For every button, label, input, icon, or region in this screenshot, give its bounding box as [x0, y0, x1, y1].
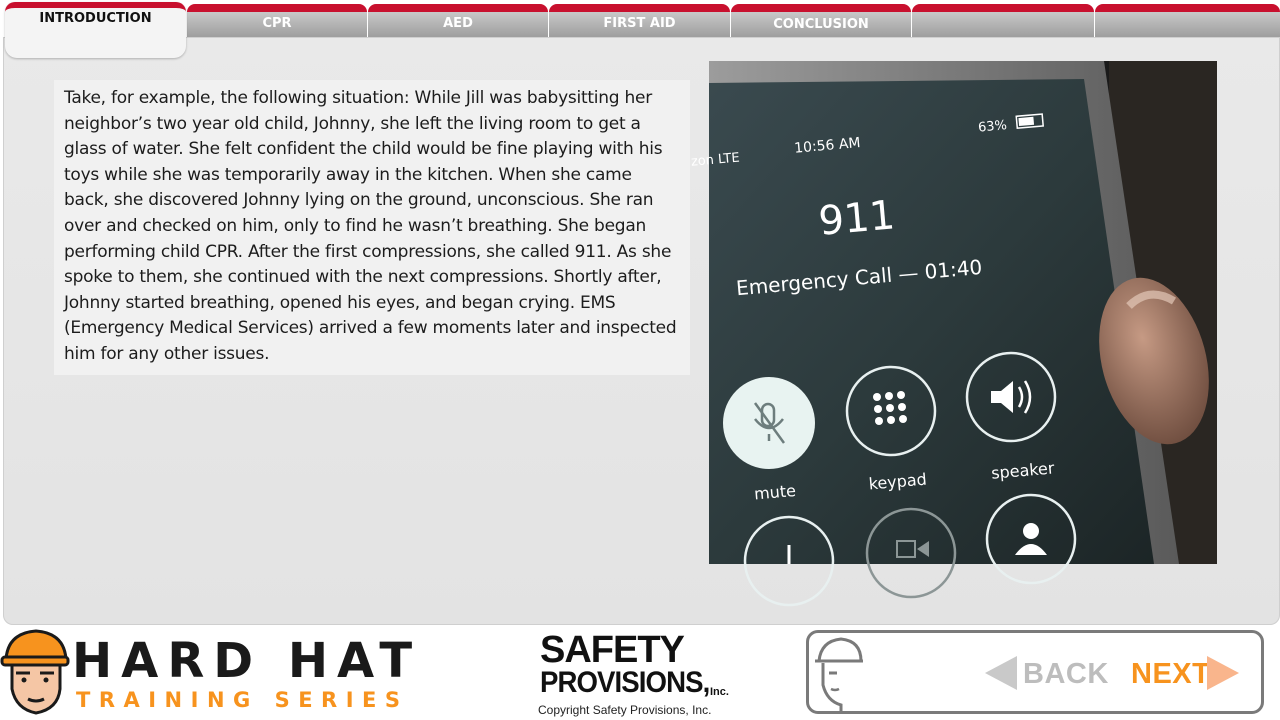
- phone-call-photo: [690, 61, 1217, 564]
- scenario-paragraph: Take, for example, the following situation: While Jill was babysitting her neighbor’s two year old child, Johnny, she left the living room to get a glass of water. She felt confident the child would be fine playing with his toys while she was temporarily away in the kitchen. When she came back, she discovered Johnny lying on the ground, unconscious. She ran over and checked on him, only to find he wasn’t breathing. She began performing child CPR. After the first compressions, she called 911. As she spoke to them, she continued with the next compressions. Shortly after, Johnny started breathing, opened his eyes, and began crying. EMS (Emergency Medical Services) arrived a few moments later and inspected him for any other issues.: [64, 88, 677, 364]
- tab-bar: [0, 0, 1280, 40]
- footer-bar: [0, 625, 1280, 720]
- tab-conclusion[interactable]: CONCLUSION: [731, 4, 911, 37]
- safety-provisions-logo: [536, 629, 756, 719]
- company-inc: Inc.: [710, 686, 729, 698]
- navigation-panel: [806, 630, 1264, 714]
- phone-battery-text: 63%: [977, 118, 1008, 136]
- worker-outline-icon: [813, 635, 865, 711]
- tab-blank-6[interactable]: [912, 4, 1094, 37]
- keypad-icon: [873, 391, 907, 425]
- company-name-line1: SAFETY: [540, 629, 684, 671]
- tab-blank-7[interactable]: [1095, 4, 1280, 37]
- back-arrow-icon: [985, 656, 1017, 690]
- company-name-line2: PROVISIONS,: [540, 666, 710, 699]
- back-button[interactable]: [985, 653, 1115, 693]
- scenario-text-box: [54, 80, 690, 375]
- phone-time-text: 10:56 AM: [793, 134, 862, 157]
- phone-carrier-text: zon LTE: [690, 150, 741, 170]
- tab-aed[interactable]: AED: [368, 4, 548, 37]
- brand-title: HARD HAT: [72, 633, 422, 689]
- back-label: BACK: [1023, 658, 1109, 690]
- phone-number-text: 911: [816, 192, 897, 245]
- mute-button[interactable]: [723, 377, 815, 469]
- next-label: NEXT: [1131, 658, 1211, 690]
- hard-hat-training-logo: [0, 625, 470, 720]
- hard-hat-worker-icon: [0, 625, 72, 720]
- tab-first-aid[interactable]: FIRST AID: [549, 4, 730, 37]
- tab-cpr[interactable]: CPR: [187, 4, 367, 37]
- next-arrow-icon: [1207, 656, 1239, 690]
- speaker-label: speaker: [990, 458, 1056, 483]
- keypad-label: keypad: [867, 469, 928, 494]
- copyright-text: Copyright Safety Provisions, Inc.: [538, 703, 712, 717]
- phone-call-status-text: Emergency Call — 01:40: [735, 254, 984, 301]
- tab-introduction[interactable]: INTRODUCTION: [5, 2, 186, 58]
- next-button[interactable]: [1131, 653, 1251, 693]
- mute-label: mute: [753, 480, 797, 504]
- brand-subtitle: TRAINING SERIES: [76, 688, 409, 712]
